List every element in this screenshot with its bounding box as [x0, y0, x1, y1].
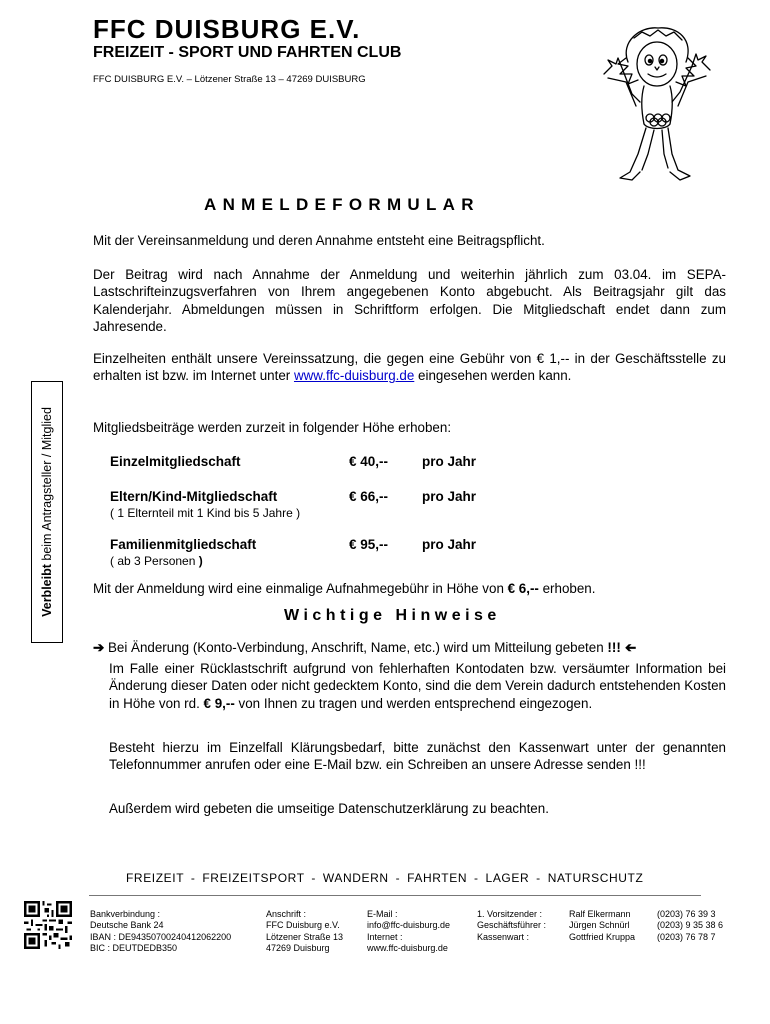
footer-bank: Bankverbindung : Deutsche Bank 24 IBAN : DE94350700240412062200 BIC : DEUTDEDB350	[90, 909, 232, 954]
fee-note-family: ( ab 3 Personen )	[110, 554, 203, 568]
website-link[interactable]: www.ffc-duisburg.de	[293, 368, 415, 384]
fee-period-family: pro Jahr	[422, 537, 477, 552]
arrow-right-icon: ➔	[93, 640, 105, 655]
notes-privacy: Außerdem wird gebeten die umseitige Datenschutzerklärung zu beachten.	[109, 801, 549, 816]
fee-amount-family: € 95,--	[349, 537, 389, 552]
paragraph-statutes: Einzelheiten enthält unsere Vereinssatzung, die gegen eine Gebühr von € 1,-- in der Geschäftsstelle zu erhalten ist bzw. im Internet unter www.ffc-duisburg.de eingesehen werden kann.	[93, 351, 726, 384]
form-title: ANMELDEFORMULAR	[204, 195, 480, 214]
fee-name-parent-child: Eltern/Kind-Mitgliedschaft	[110, 489, 278, 504]
footer-divider	[89, 895, 701, 896]
paragraph-obligation: Mit der Vereinsanmeldung und deren Annahme entsteht eine Beitragspflicht.	[93, 233, 545, 248]
footer-address: Anschrift : FFC Duisburg e.V. Lötzener Straße 13 47269 Duisburg	[266, 909, 344, 954]
fee-amount-parent-child: € 66,--	[349, 489, 389, 504]
fee-note-parent-child: ( 1 Elternteil mit 1 Kind bis 5 Jahre )	[110, 506, 301, 520]
paragraph-sepa: Der Beitrag wird nach Annahme der Anmeldung und weiterhin jährlich zum 03.04. im SEPA-Lastschrifteinzugsverfahren von Ihrem angegebenen Konto abgebucht. Als Beitragsjahr gilt das Kalenderjahr. Abmeldungen müssen in Schriftform erfolgen. Die Mitgliedschaft endet dann zum Jahresende.	[93, 267, 726, 335]
retention-box	[31, 381, 63, 643]
paragraph-fees-intro: Mitgliedsbeiträge werden zurzeit in folgender Höhe erhoben:	[93, 420, 452, 435]
club-address: FFC DUISBURG E.V. – Lötzener Straße 13 – 47269 DUISBURG	[93, 74, 366, 85]
fee-period-parent-child: pro Jahr	[422, 489, 477, 504]
qr-code	[24, 901, 72, 949]
footer-roles: 1. Vorsitzender : Geschäftsführer : Kassenwart :	[477, 909, 547, 942]
footer-email[interactable]: info@ffc-duisburg.de	[367, 920, 451, 931]
footer-names: Ralf Elkermann Jürgen Schnürl Gottfried Kruppa	[569, 909, 636, 942]
footer-activities: FREIZEIT - FREIZEITSPORT - WANDERN - FAHRTEN - LAGER - NATURSCHUTZ	[126, 871, 644, 885]
notes-change-line: ➔ Bei Änderung (Konto-Verbindung, Anschrift, Name, etc.) wird um Mitteilung gebeten !!! ➔	[93, 640, 636, 655]
mascot-illustration	[598, 22, 716, 182]
fee-period-single: pro Jahr	[422, 454, 477, 469]
club-subtitle: FREIZEIT - SPORT UND FAHRTEN CLUB	[93, 44, 402, 61]
footer-website[interactable]: www.ffc-duisburg.de	[367, 943, 448, 954]
fee-amount-single: € 40,--	[349, 454, 389, 469]
notes-title: Wichtige Hinweise	[284, 607, 501, 624]
arrow-left-icon: ➔	[624, 640, 636, 655]
fee-name-single: Einzelmitgliedschaft	[110, 454, 241, 469]
footer-contact: E-Mail : info@ffc-duisburg.de Internet : www.ffc-duisburg.de	[367, 909, 451, 954]
notes-clarification: Besteht hierzu im Einzelfall Klärungsbedarf, bitte zunächst den Kassenwart unter der genannten Telefonnummer anrufen oder eine E-Mail bzw. ein Schreiben an unsere Adresse senden !!!	[109, 740, 726, 773]
footer-phones: (0203) 76 39 3 (0203) 9 35 38 6 (0203) 76 78 7	[657, 909, 724, 942]
retention-label: Verbleibt beim Antragsteller / Mitglied	[40, 407, 54, 617]
notes-chargeback: Im Falle einer Rücklastschrift aufgrund von fehlerhaften Kontodaten bzw. versäumter Information bei Änderung dieser Daten oder nicht gedecktem Konto, sind die dem Verein dadurch entstehenden Kosten in Höhe von rd. € 9,-- von Ihnen zu tragen und werden entsprechend eingezogen.	[109, 661, 726, 711]
fee-name-family: Familienmitgliedschaft	[110, 537, 257, 552]
paragraph-admission-fee: Mit der Anmeldung wird eine einmalige Aufnahmegebühr in Höhe von € 6,-- erhoben.	[93, 581, 596, 596]
club-title: FFC DUISBURG E.V.	[93, 14, 361, 44]
